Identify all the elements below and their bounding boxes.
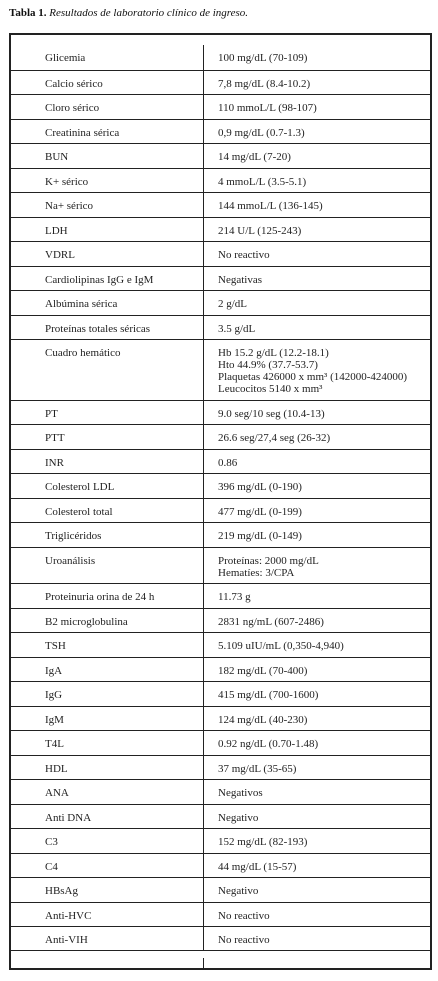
test-name-cell: Na+ sérico [11,193,204,217]
result-line: 5.109 uIU/mL (0,350-4,940) [218,640,344,652]
table-row [11,779,430,804]
table-row [11,192,430,217]
result-cell [204,523,430,547]
test-name-cell: Creatinina sérica [11,120,204,144]
test-name-cell: K+ sérico [11,169,204,193]
result-cell [204,425,430,449]
test-name-cell: Glicemia [11,45,204,70]
result-line: Leucocitos 5140 x mm³ [218,383,323,395]
result-cell [204,193,430,217]
test-name-cell: Cardiolipinas IgG e IgM [11,267,204,291]
result-line: 2831 ng/mL (607-2486) [218,615,324,628]
result-line: Proteínas: 2000 mg/dL [218,554,319,567]
table-caption [9,7,248,19]
test-name-cell: PT [11,401,204,425]
result-line: 144 mmoL/L (136-145) [218,200,323,212]
table-row [11,315,430,340]
test-name-cell: HBsAg [11,878,204,902]
test-name-cell: Triglicéridos [11,523,204,547]
table-row [11,681,430,706]
result-line: 7,8 mg/dL (8.4-10.2) [218,77,311,90]
result-cell [204,450,430,474]
result-cell [204,144,430,168]
lab-results-body [11,45,430,968]
result-line: No reactivo [218,909,270,922]
table-row [11,217,430,242]
result-cell [204,316,430,340]
result-line: 415 mg/dL (700-1600) [218,689,319,701]
table-row [11,266,430,291]
result-cell [204,756,430,780]
test-name-cell: C4 [11,854,204,878]
test-name-cell: BUN [11,144,204,168]
table-row [11,926,430,951]
table-row [11,632,430,657]
result-cell [204,903,430,927]
test-name-cell: Anti DNA [11,805,204,829]
result-cell [204,609,430,633]
table-row [11,657,430,682]
result-cell [204,548,430,584]
test-name-cell: Colesterol LDL [11,474,204,498]
test-name-cell: TSH [11,633,204,657]
table-row [11,522,430,547]
result-cell [204,340,430,400]
table-row [11,853,430,878]
result-line: Hto 44.9% (37.7-53.7) [218,359,318,371]
result-cell [204,584,430,608]
result-line: 219 mg/dL (0-149) [218,530,302,542]
result-line: 152 mg/dL (82-193) [218,836,308,848]
result-cell [204,401,430,425]
table-row [11,241,430,266]
test-name-cell: Calcio sérico [11,71,204,95]
result-cell [204,780,430,804]
test-name-cell: INR [11,450,204,474]
test-name-cell: LDH [11,218,204,242]
test-name-cell: B2 microglobulina [11,609,204,633]
test-name-cell: Anti-VIH [11,927,204,950]
result-cell [204,805,430,829]
test-name-cell: Proteinuria orina de 24 h [11,584,204,608]
test-name-cell: Uroanálisis [11,548,204,584]
test-name-cell: Proteínas totales séricas [11,316,204,340]
result-line: No reactivo [218,249,270,261]
result-line: 100 mg/dL (70-109) [218,52,308,64]
table-bottom-space [11,958,430,968]
table-row [11,547,430,584]
table-caption-label: Tabla 1. [9,7,47,19]
result-cell [204,927,430,950]
table-row [11,583,430,608]
test-name-cell: HDL [11,756,204,780]
table-row [11,449,430,474]
test-name-cell: Anti-HVC [11,903,204,927]
test-name-cell: Cuadro hemático [11,340,204,400]
test-name-cell: IgG [11,682,204,706]
result-line: 9.0 seg/10 seg (10.4-13) [218,407,325,420]
result-line: 11.73 g [218,591,251,603]
result-cell [204,218,430,242]
table-row [11,608,430,633]
result-line: Negativas [218,273,262,286]
table-row [11,143,430,168]
table-caption-text: Resultados de laboratorio clínico de ingreso. [49,7,249,19]
test-name-cell: ANA [11,780,204,804]
result-line: 0.92 ng/dL (0.70-1.48) [218,738,319,750]
test-name-cell: IgA [11,658,204,682]
table-row [11,45,430,70]
result-cell [204,45,430,70]
result-line: 26.6 seg/27,4 seg (26-32) [218,432,331,444]
result-cell [204,633,430,657]
table-row [11,400,430,425]
table-row [11,473,430,498]
result-cell [204,499,430,523]
table-row [11,424,430,449]
result-line: 44 mg/dL (15-57) [218,860,297,873]
result-cell [204,731,430,755]
test-name-cell: C3 [11,829,204,853]
result-cell [204,474,430,498]
table-row [11,730,430,755]
table-row [11,498,430,523]
table-row [11,804,430,829]
table-row [11,706,430,731]
result-cell [204,682,430,706]
result-line: Negativos [218,787,263,799]
result-line: 182 mg/dL (70-400) [218,664,308,677]
result-line: 214 U/L (125-243) [218,224,302,237]
result-line: Negativo [218,811,259,824]
test-name-cell: Colesterol total [11,499,204,523]
result-line: 0.86 [218,456,238,469]
result-cell [204,267,430,291]
test-name-cell: Albúmina sérica [11,291,204,315]
result-line: 124 mg/dL (40-230) [218,713,308,726]
result-cell [204,291,430,315]
table-row [11,70,430,95]
result-line: 477 mg/dL (0-199) [218,505,302,518]
result-line: 37 mg/dL (35-65) [218,762,297,775]
result-line: 14 mg/dL (7-20) [218,151,291,163]
test-name-cell: Cloro sérico [11,95,204,119]
table-row [11,94,430,119]
result-cell [204,707,430,731]
lab-results-table [9,33,432,970]
result-line: Plaquetas 426000 x mm³ (142000-424000) [218,371,408,383]
table-row [11,877,430,902]
table-row [11,168,430,193]
test-name-cell: T4L [11,731,204,755]
result-cell [204,242,430,266]
result-line: Negativo [218,885,259,897]
table-row [11,119,430,144]
result-cell [204,854,430,878]
result-line: 4 mmoL/L (3.5-5.1) [218,175,307,188]
test-name-cell: IgM [11,707,204,731]
result-cell [204,120,430,144]
table-row [11,828,430,853]
result-line: Hb 15.2 g/dL (12.2-18.1) [218,347,329,359]
result-line: No reactivo [218,934,270,946]
test-name-cell: PTT [11,425,204,449]
table-row [11,339,430,400]
result-cell [204,71,430,95]
table-row [11,755,430,780]
table-row [11,902,430,927]
result-cell [204,95,430,119]
result-line: 3.5 g/dL [218,322,256,335]
result-cell [204,878,430,902]
result-cell [204,658,430,682]
test-name-cell: VDRL [11,242,204,266]
result-cell [204,169,430,193]
result-line: 396 mg/dL (0-190) [218,481,302,493]
result-line: 0,9 mg/dL (0.7-1.3) [218,126,305,139]
result-line: 2 g/dL [218,298,248,310]
result-line: 110 mmoL/L (98-107) [218,102,317,114]
table-row [11,290,430,315]
result-line: Hematíes: 3/CPA [218,566,295,579]
result-cell [204,829,430,853]
